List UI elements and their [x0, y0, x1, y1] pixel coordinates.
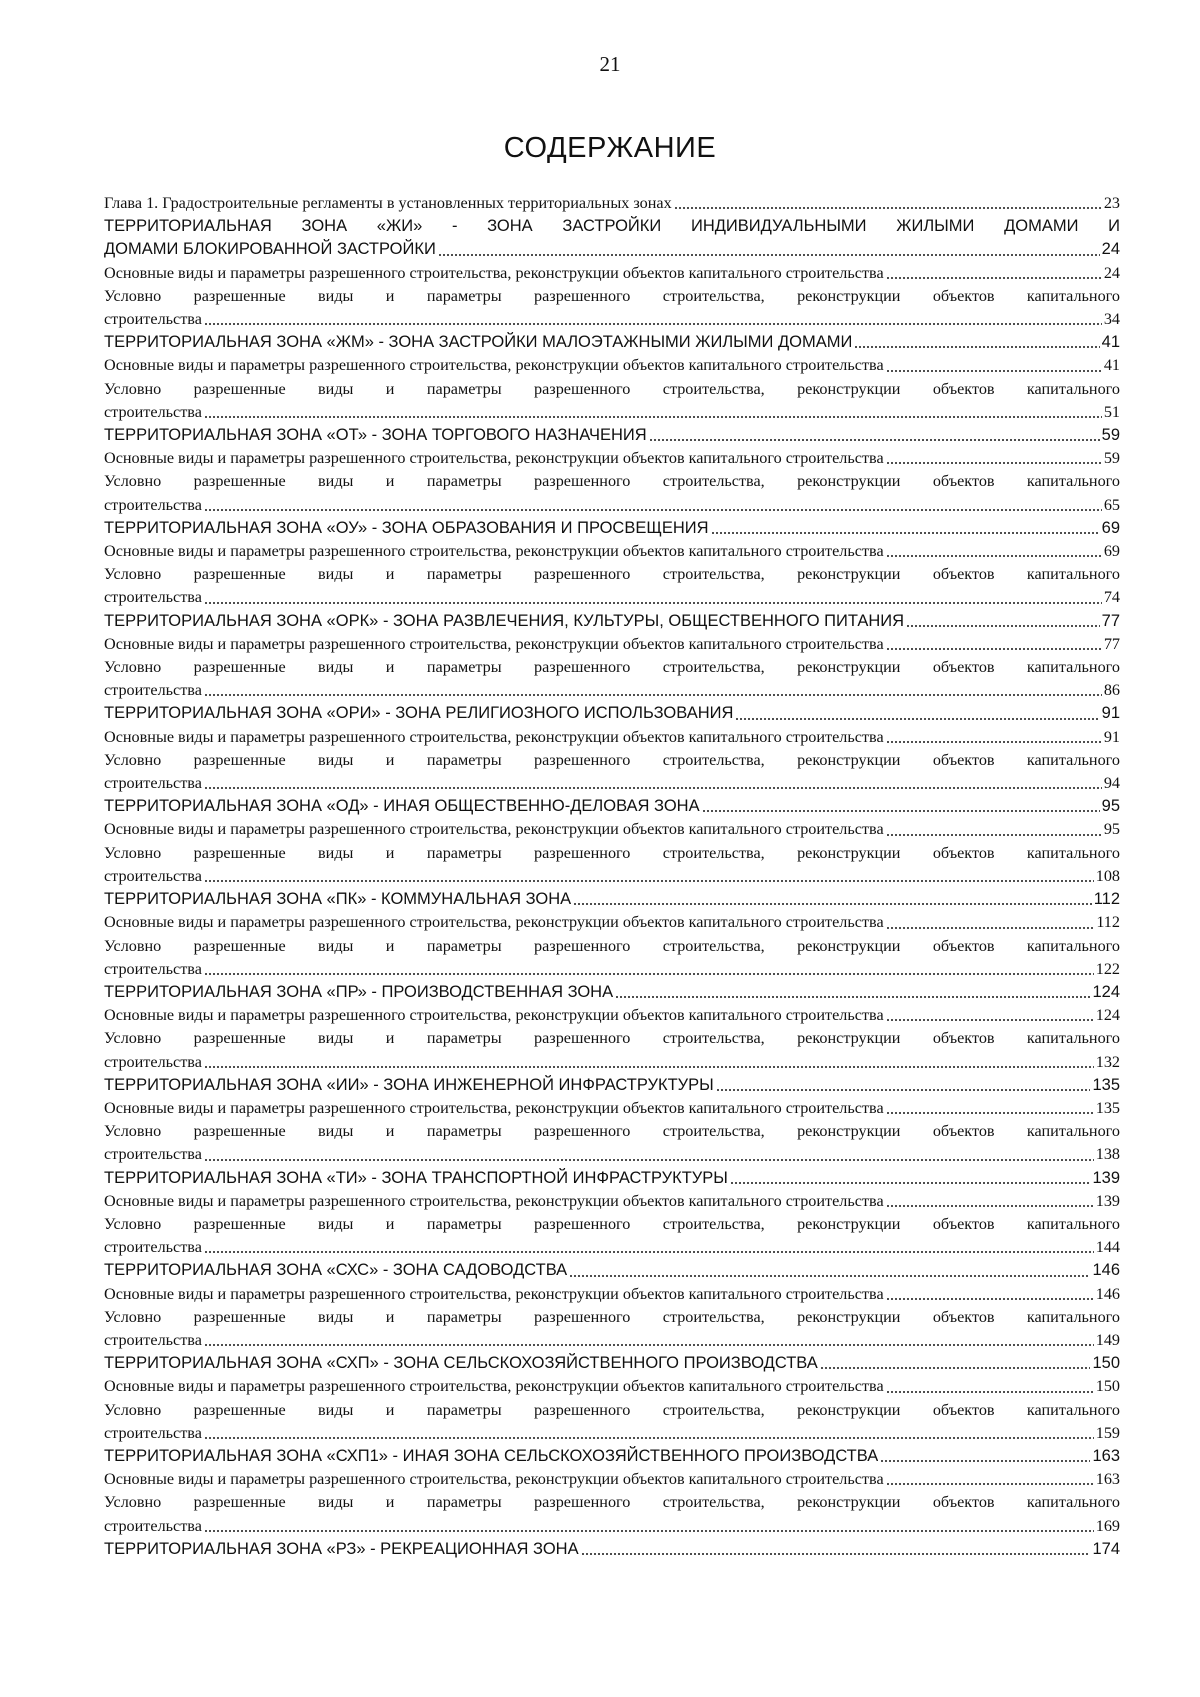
toc-entry-text: строительства [104, 1145, 202, 1164]
toc-entry[interactable] [104, 215, 1120, 261]
toc-entry-line [104, 958, 1120, 981]
toc-entry-line [104, 1375, 1120, 1398]
toc-entry-line [104, 262, 1120, 285]
toc-entry-text-first-line: Условно разрешенные виды и параметры разрешенного строительства, реконструкции объектов капитального [104, 750, 1120, 769]
toc-entry[interactable] [104, 563, 1120, 609]
dot-leader [204, 865, 1094, 888]
dot-leader [886, 355, 1102, 378]
toc-entry-line [104, 1097, 1120, 1120]
toc-entry-page: 94 [1103, 774, 1120, 793]
toc-entry[interactable] [104, 1445, 1120, 1468]
dot-leader [711, 517, 1100, 540]
toc-entry-text-first-line: Условно разрешенные виды и параметры разрешенного строительства, реконструкции объектов капитального [104, 1214, 1120, 1233]
toc-entry-text: строительства [104, 1052, 202, 1071]
dot-leader [886, 262, 1102, 285]
toc-entry-line [104, 679, 1120, 702]
toc-entry-line [104, 331, 1120, 354]
toc-entry-text-first-line: Условно разрешенные виды и параметры разрешенного строительства, реконструкции объектов капитального [104, 1122, 1120, 1141]
toc-entry-line [104, 1259, 1120, 1282]
toc-entry-line [104, 517, 1120, 540]
dot-leader [886, 1283, 1094, 1306]
toc-entry-text: ТЕРРИТОРИАЛЬНАЯ ЗОНА «СХП» - ЗОНА СЕЛЬСКОХОЗЯЙСТВЕННОГО ПРОИЗВОДСТВА [104, 1354, 818, 1373]
toc-entry-line [104, 238, 1120, 261]
toc-entry-line [104, 1074, 1120, 1097]
toc-entry[interactable] [104, 470, 1120, 516]
dot-leader [730, 1167, 1091, 1190]
toc-entry-text: строительства [104, 774, 202, 793]
toc-entry-page: 112 [1093, 890, 1120, 909]
toc-entry-page: 139 [1092, 1168, 1120, 1187]
toc-entry-text: ТЕРРИТОРИАЛЬНАЯ ЗОНА «ОРК» - ЗОНА РАЗВЛЕЧЕНИЯ, КУЛЬТУРЫ, ОБЩЕСТВЕННОГО ПИТАНИЯ [104, 611, 905, 630]
toc-entry-text: Основные виды и параметры разрешенного строительства, реконструкции объектов капитального строительства [104, 820, 884, 839]
toc-entry-text: ТЕРРИТОРИАЛЬНАЯ ЗОНА «ТИ» - ЗОНА ТРАНСПОРТНОЙ ИНФРАСТРУКТУРЫ [104, 1168, 728, 1187]
toc-entry-page: 135 [1095, 1098, 1120, 1117]
toc-entry-text: ТЕРРИТОРИАЛЬНАЯ ЗОНА «ОУ» - ЗОНА ОБРАЗОВАНИЯ И ПРОСВЕЩЕНИЯ [104, 518, 709, 537]
dot-leader [886, 1004, 1094, 1027]
toc-entry[interactable] [104, 610, 1120, 633]
toc-entry-page: 59 [1101, 426, 1120, 445]
toc-entry-text: ТЕРРИТОРИАЛЬНАЯ ЗОНА «ЖМ» - ЗОНА ЗАСТРОЙКИ МАЛОЭТАЖНЫМИ ЖИЛЫМИ ДОМАМИ [104, 333, 853, 352]
toc-title: СОДЕРЖАНИЕ [503, 132, 717, 164]
toc-entry-text: ТЕРРИТОРИАЛЬНАЯ ЗОНА «СХС» - ЗОНА САДОВОДСТВА [104, 1261, 568, 1280]
toc-entry-page: 41 [1103, 356, 1120, 375]
toc-entry[interactable] [104, 1213, 1120, 1259]
toc-entry-line [104, 1236, 1120, 1259]
toc-entry-page: 77 [1101, 611, 1120, 630]
dot-leader [204, 1329, 1094, 1352]
toc-entry[interactable] [104, 1399, 1120, 1445]
dot-leader [702, 795, 1100, 818]
toc-entry-page: 149 [1095, 1330, 1120, 1349]
toc-entry-line [104, 1538, 1120, 1561]
dot-leader [204, 958, 1094, 981]
toc-entry-text: ТЕРРИТОРИАЛЬНАЯ ЗОНА «ОРИ» - ЗОНА РЕЛИГИОЗНОГО ИСПОЛЬЗОВАНИЯ [104, 704, 734, 723]
toc-entry-text: Основные виды и параметры разрешенного строительства, реконструкции объектов капитального строительства [104, 263, 884, 282]
dot-leader [886, 726, 1102, 749]
toc-entry-page: 24 [1101, 240, 1120, 259]
toc-entry-text: Основные виды и параметры разрешенного строительства, реконструкции объектов капитального строительства [104, 1191, 884, 1210]
toc-entry-text: Основные виды и параметры разрешенного строительства, реконструкции объектов капитального строительства [104, 356, 884, 375]
toc-entry[interactable] [104, 1283, 1120, 1306]
toc-entry-page: 132 [1095, 1052, 1120, 1071]
toc-entry-page: 135 [1092, 1075, 1120, 1094]
toc-entry-line [104, 1352, 1120, 1375]
toc-entry-text: строительства [104, 1330, 202, 1349]
dot-leader [204, 401, 1102, 424]
toc-entry[interactable] [104, 1375, 1120, 1398]
toc-entry-text: ДОМАМИ БЛОКИРОВАННОЙ ЗАСТРОЙКИ [104, 240, 436, 259]
toc-entry-text-first-line: Условно разрешенные виды и параметры разрешенного строительства, реконструкции объектов капитального [104, 379, 1120, 398]
toc-entry-line [104, 494, 1120, 517]
toc-entry-line [104, 633, 1120, 656]
toc-entry-text: строительства [104, 402, 202, 421]
toc-entry-page: 146 [1095, 1284, 1120, 1303]
dot-leader [581, 1538, 1091, 1561]
toc-entry-page: 144 [1095, 1238, 1120, 1257]
toc-entry-line [104, 865, 1120, 888]
toc-entry-line [104, 795, 1120, 818]
dot-leader [204, 1051, 1094, 1074]
toc-entry[interactable] [104, 726, 1120, 749]
dot-leader [716, 1074, 1091, 1097]
toc-entry-page: 65 [1103, 495, 1120, 514]
toc-entry-page: 169 [1095, 1516, 1120, 1535]
toc-entry-line [104, 772, 1120, 795]
toc-entry-page: 74 [1103, 588, 1120, 607]
toc-entry-line [104, 702, 1120, 725]
toc-entry-text: Основные виды и параметры разрешенного строительства, реконструкции объектов капитального строительства [104, 1006, 884, 1025]
toc-entry-page: 112 [1096, 913, 1120, 932]
toc-entry-text: ТЕРРИТОРИАЛЬНАЯ ЗОНА «СХП1» - ИНАЯ ЗОНА СЕЛЬСКОХОЗЯЙСТВЕННОГО ПРОИЗВОДСТВА [104, 1446, 879, 1465]
toc-entry-text: Основные виды и параметры разрешенного строительства, реконструкции объектов капитального строительства [104, 1098, 884, 1117]
dot-leader [906, 610, 1100, 633]
toc-entry[interactable] [104, 888, 1120, 911]
toc-entry[interactable] [104, 1306, 1120, 1352]
toc-entry-text: ТЕРРИТОРИАЛЬНАЯ ЗОНА «ИИ» - ЗОНА ИНЖЕНЕРНОЙ ИНФРАСТРУКТУРЫ [104, 1075, 714, 1094]
toc-entry[interactable] [104, 1352, 1120, 1375]
toc-entry-line [104, 1468, 1120, 1491]
toc-entry-text: Глава 1. Градостроительные регламенты в установленных территориальных зонах [104, 194, 672, 212]
toc-entry[interactable] [104, 749, 1120, 795]
dot-leader [573, 888, 1092, 911]
toc-entry-line [104, 1422, 1120, 1445]
toc-entry-page: 124 [1095, 1006, 1120, 1025]
toc-entry-line [104, 1051, 1120, 1074]
dot-leader [204, 494, 1102, 517]
dot-leader [854, 331, 1099, 354]
toc-entry[interactable] [104, 1259, 1120, 1282]
toc-entry-page: 150 [1092, 1354, 1120, 1373]
toc-entry-line [104, 1143, 1120, 1166]
dot-leader [569, 1260, 1090, 1283]
toc-entry[interactable] [104, 656, 1120, 702]
toc-entry-page: 34 [1103, 310, 1120, 329]
dot-leader [204, 679, 1102, 702]
dot-leader [886, 447, 1102, 470]
toc-entry[interactable] [104, 1538, 1120, 1561]
dot-leader [886, 1190, 1094, 1213]
toc-entry-line [104, 1515, 1120, 1538]
toc-entry-text: ТЕРРИТОРИАЛЬНАЯ ЗОНА «ОТ» - ЗОНА ТОРГОВОГО НАЗНАЧЕНИЯ [104, 426, 647, 445]
toc-entry[interactable] [104, 1190, 1120, 1213]
dot-leader [886, 1097, 1094, 1120]
toc-entry[interactable] [104, 1491, 1120, 1537]
dot-leader [886, 912, 1095, 935]
toc-entry-text: Основные виды и параметры разрешенного строительства, реконструкции объектов капитального строительства [104, 449, 884, 468]
toc-entry-page: 95 [1103, 820, 1120, 839]
toc-entry[interactable] [104, 1120, 1120, 1166]
toc-entry[interactable] [104, 1167, 1120, 1190]
toc-entry-text-first-line: Условно разрешенные виды и параметры разрешенного строительства, реконструкции объектов капитального [104, 1307, 1120, 1326]
dot-leader [204, 1515, 1094, 1538]
toc-entry-page: 124 [1092, 982, 1120, 1001]
toc-entry-text: строительства [104, 959, 202, 978]
dot-leader [204, 772, 1102, 795]
dot-leader [204, 308, 1102, 331]
toc-entry-text-first-line: Условно разрешенные виды и параметры разрешенного строительства, реконструкции объектов капитального [104, 658, 1120, 677]
dot-leader [204, 1422, 1094, 1445]
dot-leader [886, 819, 1102, 842]
toc-entry[interactable] [104, 911, 1120, 934]
toc-entry[interactable] [104, 424, 1120, 447]
toc-entry-line [104, 354, 1120, 377]
toc-entry-text: ТЕРРИТОРИАЛЬНАЯ ЗОНА «ПК» - КОММУНАЛЬНАЯ ЗОНА [104, 890, 572, 909]
toc-entry[interactable] [104, 1027, 1120, 1073]
table-of-contents [104, 192, 1120, 1561]
toc-entry[interactable] [104, 1468, 1120, 1491]
toc-entry-page: 91 [1103, 727, 1120, 746]
toc-entry-text: ТЕРРИТОРИАЛЬНАЯ ЗОНА «РЗ» - РЕКРЕАЦИОННАЯ ЗОНА [104, 1539, 579, 1558]
toc-entry-text: строительства [104, 681, 202, 700]
toc-entry-text-first-line: Условно разрешенные виды и параметры разрешенного строительства, реконструкции объектов капитального [104, 1400, 1120, 1419]
dot-leader [204, 1236, 1094, 1259]
toc-entry-text-first-line: Условно разрешенные виды и параметры разрешенного строительства, реконструкции объектов капитального [104, 472, 1120, 491]
toc-entry-page: 69 [1101, 518, 1120, 537]
toc-entry-text-first-line: Условно разрешенные виды и параметры разрешенного строительства, реконструкции объектов капитального [104, 1493, 1120, 1512]
toc-entry-page: 163 [1095, 1470, 1120, 1489]
dot-leader [204, 1144, 1094, 1167]
toc-entry-line [104, 610, 1120, 633]
toc-entry[interactable] [104, 262, 1120, 285]
toc-entry[interactable] [104, 818, 1120, 841]
toc-entry-line [104, 911, 1120, 934]
toc-entry-page: 138 [1095, 1145, 1120, 1164]
dot-leader [886, 540, 1102, 563]
toc-entry-text: Основные виды и параметры разрешенного строительства, реконструкции объектов капитального строительства [104, 913, 884, 932]
toc-entry[interactable] [104, 517, 1120, 540]
dot-leader [438, 239, 1100, 262]
toc-entry-page: 77 [1103, 634, 1120, 653]
toc-entry-page: 159 [1095, 1423, 1120, 1442]
toc-entry-page: 91 [1101, 704, 1120, 723]
toc-entry-text-first-line: Условно разрешенные виды и параметры разрешенного строительства, реконструкции объектов капитального [104, 843, 1120, 862]
toc-entry-line [104, 818, 1120, 841]
toc-entry-page: 59 [1103, 449, 1120, 468]
toc-entry[interactable] [104, 633, 1120, 656]
toc-entry[interactable] [104, 1074, 1120, 1097]
dot-leader [886, 633, 1102, 656]
toc-entry-text: Основные виды и параметры разрешенного строительства, реконструкции объектов капитального строительства [104, 542, 884, 561]
dot-leader [649, 424, 1100, 447]
toc-entry-text-first-line: Условно разрешенные виды и параметры разрешенного строительства, реконструкции объектов капитального [104, 286, 1120, 305]
dot-leader [820, 1352, 1091, 1375]
toc-entry[interactable] [104, 1097, 1120, 1120]
toc-entry-line [104, 1190, 1120, 1213]
toc-entry[interactable] [104, 354, 1120, 377]
toc-entry-line [104, 424, 1120, 447]
toc-entry-line [104, 1283, 1120, 1306]
toc-entry-page: 174 [1092, 1539, 1120, 1558]
toc-entry-page: 69 [1103, 542, 1120, 561]
toc-entry-line [104, 888, 1120, 911]
toc-entry-line [104, 447, 1120, 470]
toc-entry[interactable] [104, 540, 1120, 563]
toc-entry[interactable] [104, 378, 1120, 424]
toc-entry-text: строительства [104, 310, 202, 329]
dot-leader [886, 1468, 1094, 1491]
dot-leader [735, 703, 1099, 726]
toc-entry-text: строительства [104, 495, 202, 514]
toc-entry-page: 139 [1095, 1191, 1120, 1210]
toc-entry[interactable] [104, 935, 1120, 981]
toc-entry-page: 122 [1095, 959, 1120, 978]
toc-entry-page: 108 [1095, 866, 1120, 885]
toc-entry-text-first-line: Условно разрешенные виды и параметры разрешенного строительства, реконструкции объектов капитального [104, 565, 1120, 584]
toc-entry-text-first-line: Условно разрешенные виды и параметры разрешенного строительства, реконструкции объектов капитального [104, 1029, 1120, 1048]
toc-entry-text: строительства [104, 1516, 202, 1535]
toc-entry-text: строительства [104, 588, 202, 607]
toc-entry-page: 41 [1101, 333, 1120, 352]
dot-leader [204, 587, 1102, 610]
toc-entry[interactable] [104, 331, 1120, 354]
toc-entry-page: 24 [1103, 263, 1120, 282]
toc-entry-line [104, 586, 1120, 609]
dot-leader [880, 1445, 1090, 1468]
toc-entry-page: 163 [1092, 1446, 1120, 1465]
dot-leader [615, 981, 1090, 1004]
dot-leader [886, 1376, 1094, 1399]
toc-entry-text-first-line: Условно разрешенные виды и параметры разрешенного строительства, реконструкции объектов капитального [104, 936, 1120, 955]
toc-entry-line [104, 1167, 1120, 1190]
toc-entry-page: 51 [1103, 402, 1120, 421]
toc-entry-page: 150 [1095, 1377, 1120, 1396]
toc-entry-text: Основные виды и параметры разрешенного строительства, реконструкции объектов капитального строительства [104, 727, 884, 746]
toc-entry-line [104, 1004, 1120, 1027]
toc-entry-text: Основные виды и параметры разрешенного строительства, реконструкции объектов капитального строительства [104, 1284, 884, 1303]
toc-entry-line [104, 308, 1120, 331]
toc-entry-page: 86 [1103, 681, 1120, 700]
toc-entry-page: 146 [1092, 1261, 1120, 1280]
toc-entry-text: строительства [104, 1238, 202, 1257]
toc-entry-text: ТЕРРИТОРИАЛЬНАЯ ЗОНА «ОД» - ИНАЯ ОБЩЕСТВЕННО-ДЕЛОВАЯ ЗОНА [104, 797, 700, 816]
toc-entry-line [104, 540, 1120, 563]
toc-entry[interactable] [104, 702, 1120, 725]
toc-entry-text: Основные виды и параметры разрешенного строительства, реконструкции объектов капитального строительства [104, 1470, 884, 1489]
toc-entry-text: ТЕРРИТОРИАЛЬНАЯ ЗОНА «ПР» - ПРОИЗВОДСТВЕННАЯ ЗОНА [104, 982, 614, 1001]
toc-entry[interactable] [104, 842, 1120, 888]
toc-entry[interactable] [104, 285, 1120, 331]
toc-entry-line [104, 726, 1120, 749]
page-number: 21 [599, 52, 621, 76]
toc-entry-line [104, 981, 1120, 1004]
toc-entry-line [104, 1329, 1120, 1352]
toc-entry[interactable] [104, 981, 1120, 1004]
dot-leader [674, 192, 1102, 215]
toc-entry-text: Основные виды и параметры разрешенного строительства, реконструкции объектов капитального строительства [104, 1377, 884, 1396]
toc-entry-text: строительства [104, 866, 202, 885]
toc-entry[interactable] [104, 447, 1120, 470]
toc-entry[interactable] [104, 1004, 1120, 1027]
toc-entry-page: 23 [1103, 194, 1120, 212]
toc-entry-line [104, 1445, 1120, 1468]
toc-entry-text: строительства [104, 1423, 202, 1442]
toc-entry[interactable] [104, 192, 1120, 215]
toc-entry-text-first-line: ТЕРРИТОРИАЛЬНАЯ ЗОНА «ЖИ» - ЗОНА ЗАСТРОЙКИ ИНДИВИДУАЛЬНЫМИ ЖИЛЫМИ ДОМАМИ И [104, 217, 1120, 236]
toc-entry-line [104, 401, 1120, 424]
toc-entry-line [104, 192, 1120, 215]
toc-entry-text: Основные виды и параметры разрешенного строительства, реконструкции объектов капитального строительства [104, 634, 884, 653]
toc-entry[interactable] [104, 795, 1120, 818]
toc-entry-page: 95 [1101, 797, 1120, 816]
